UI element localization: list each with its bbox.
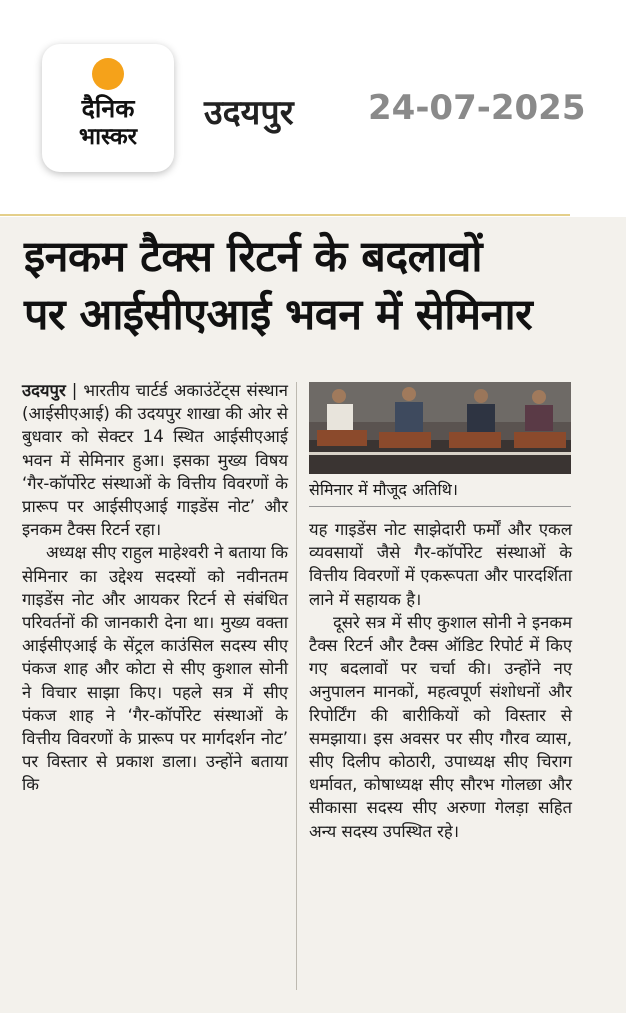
logo-text-line2: भास्कर: [78, 124, 138, 150]
seminar-photo-image: [309, 382, 571, 474]
page-header: [0, 0, 626, 200]
edition-city: उदयपुर: [204, 93, 294, 133]
article-left-column: [22, 379, 288, 797]
headline-line-2: पर आईसीएआई भवन में सेमिनार: [24, 290, 533, 340]
caption-divider: [309, 506, 571, 507]
paragraph-1: [22, 379, 288, 541]
paragraph-2: अध्यक्ष सीए राहुल माहेश्वरी ने बताया कि सेमिनार का उद्देश्य सदस्यों को नवीनतम गाइडेंस नोट और आयकर रिटर्न से संबंधित परिवर्तनों की जानकारी देना था। मुख्य वक्ता आईसीएआई के सेंट्रल काउंसिल सदस्य सीए पंकज शाह और कोटा से सीए कुशाल सोनी ने विचार साझा किए। पहले सत्र में सीए पंकज शाह ने ‘गैर-कॉर्पोरेट संस्थाओं के वित्तीय विवरणों के प्रारूप पर मार्गदर्शन नोट’ पर विस्तार से प्रकाश डाला। उन्होंने बताया कि: [22, 543, 288, 795]
paragraph-1-text: | भारतीय चार्टर्ड अकाउंटेंट्स संस्थान (आईसीएआई) की उदयपुर शाखा की ओर से बुधवार को सेक्टर 14 स्थित आईसीएआई भवन में सेमिनार हुआ। इसका मुख्य विषय ‘गैर-कॉर्पोरेट संस्थाओं के वित्तीय विवरणों के प्रारूप पर आईसीएआई गाइडेंस नोट’ और इनकम टैक्स रिटर्न रहा।: [22, 381, 288, 540]
paragraph-3: यह गाइडेंस नोट साझेदारी फर्मों और एकल व्यवसायों जैसे गैर-कॉर्पोरेट संस्थाओं के वित्तीय विवरणों में एकरूपता और पारदर्शिता लाने में सहायक है।: [309, 520, 572, 609]
column-divider: [296, 382, 297, 990]
photo-caption: सेमिनार में मौजूद अतिथि।: [309, 480, 458, 499]
dateline: उदयपुर: [22, 381, 66, 400]
article-right-column: [309, 518, 572, 843]
headline-line-1: इनकम टैक्स रिटर्न के बदलावों: [24, 232, 483, 282]
paragraph-4: दूसरे सत्र में सीए कुशाल सोनी ने इनकम टैक्स रिटर्न और टैक्स ऑडिट रिपोर्ट में किए गए बदलावों पर चर्चा की। उन्होंने नए अनुपालन मानकों, महत्वपूर्ण संशोधनों और रिपोर्टिंग की बारीकियों को विस्तार से समझाया। इस अवसर पर सीए गौरव व्यास, सीए दिलीप कोठारी, उपाध्यक्ष सीए चिराग धर्मावत, कोषाध्यक्ष सीए सौरभ गोलछा और सीकासा सदस्य सीए अरुणा गेलड़ा सहित अन्य सदस्य उपस्थित रहे।: [309, 612, 572, 841]
seminar-photo: [309, 382, 571, 474]
sun-icon: [92, 58, 124, 90]
edition-date: 24-07-2025: [368, 88, 586, 128]
logo-text-line1: दैनिक: [81, 94, 135, 123]
dainik-bhaskar-logo[interactable]: [42, 44, 174, 172]
article-headline: [24, 228, 584, 344]
header-divider: [0, 214, 570, 216]
